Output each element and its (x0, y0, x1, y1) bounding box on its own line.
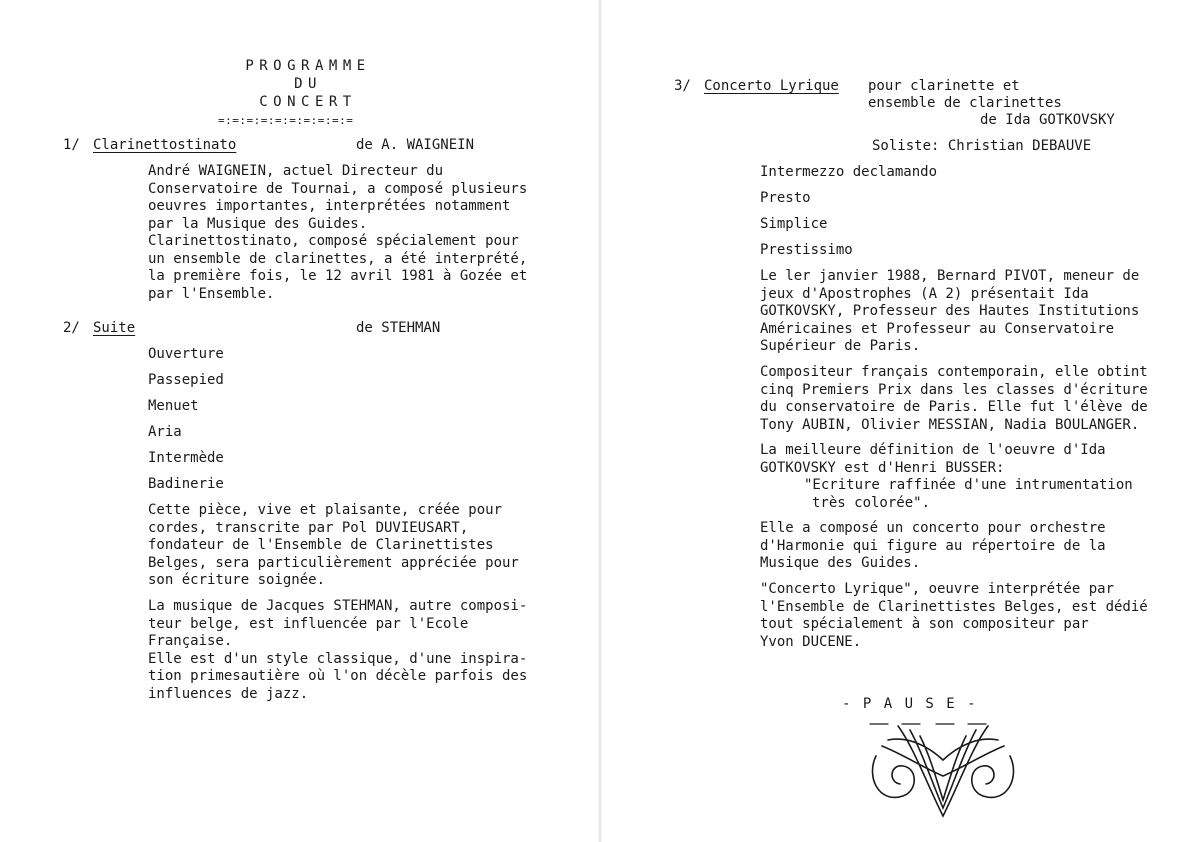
movement-item: Intermède (148, 450, 224, 466)
piece-1-desc-line: un ensemble de clarinettes, a été interprété, (148, 250, 528, 267)
para4-line: Musique des Guides. (760, 555, 921, 571)
piece-1-desc-line: André WAIGNEIN, actuel Directeur du (148, 163, 444, 179)
movement-item: Menuet (148, 398, 199, 414)
piece-2-desc-line: fondateur de l'Ensemble de Clarinettistes (148, 537, 494, 553)
movement-item: Presto (760, 190, 811, 206)
para2-line: Compositeur français contemporain, elle obtint (760, 364, 1148, 380)
para1-line: Le ler janvier 1988, Bernard PIVOT, meneur de (760, 268, 1140, 284)
piece-2-desc2-line: teur belge, est influencée par l'Ecole (148, 615, 469, 632)
piece-3-subtitle-line: pour clarinette et (868, 78, 1020, 94)
title-rule: =:=:=:=:=:=:=:=:=:= (218, 114, 354, 127)
piece-2-desc-line: son écriture soignée. (148, 572, 326, 588)
para1-line: jeux d'Apostrophes (A 2) présentait Ida (760, 285, 1089, 302)
piece-2-title: Suite (93, 320, 136, 336)
para5-line: "Concerto Lyrique", oeuvre interprétée par (760, 581, 1115, 597)
quote-line: très colorée". (812, 494, 931, 511)
para3-line: La meilleure définition de l'oeuvre d'Ida (760, 442, 1106, 458)
piece-2-desc2-line: Elle est d'un style classique, d'une inspira- (148, 650, 528, 667)
para4-line: d'Harmonie qui figure au répertoire de la (760, 537, 1106, 554)
para5-line: Yvon DUCENE. (760, 633, 862, 650)
piece-1-composer: de A. WAIGNEIN (356, 137, 475, 153)
piece-2-desc2-line: influences de jazz. (148, 685, 309, 702)
quote-line: "Ecriture raffinée d'une intrumentation (804, 477, 1133, 493)
piece-1-desc-line: par la Musique des Guides. (148, 215, 368, 232)
piece-1-desc-line: Clarinettostinato, composé spécialement pour (148, 233, 519, 249)
piece-2-desc-line: Belges, sera particulièrement appréciée pour (148, 554, 519, 571)
para5-line: tout spécialement à son compositeur par (760, 616, 1089, 632)
piece-3-subtitle-line: ensemble de clarinettes (868, 95, 1062, 111)
movement-item: Intermezzo declamando (760, 164, 938, 180)
piece-1-desc-line: la première fois, le 12 avril 1981 à Gozée et (148, 268, 528, 284)
movement-item: Passepied (148, 372, 224, 388)
para1-line: Supérieur de Paris. (760, 338, 921, 354)
para5-line: l'Ensemble de Clarinettistes Belges, est dédié (760, 598, 1148, 615)
calligraphic-flourish-icon (858, 716, 1028, 826)
piece-2-number: 2/ (63, 320, 80, 336)
movement-item: Simplice (760, 216, 828, 232)
movement-item: Ouverture (148, 346, 224, 362)
piece-3-title: Concerto Lyrique (704, 78, 839, 94)
piece-1-desc-line: Conservatoire de Tournai, a composé plusieurs (148, 180, 528, 197)
piece-3-number: 3/ (674, 78, 691, 94)
para2-line: Tony AUBIN, Olivier MESSIAN, Nadia BOULANGER. (760, 416, 1140, 433)
movement-item: Aria (148, 424, 182, 440)
para4-line: Elle a composé un concerto pour orchestre (760, 520, 1106, 536)
piece-2-desc-line: cordes, transcrite par Pol DUVIEUSART, (148, 519, 469, 536)
pause-label: - P A U S E - (842, 696, 978, 712)
movement-item: Badinerie (148, 476, 224, 492)
movement-item: Prestissimo (760, 242, 853, 258)
para1-line: GOTKOVSKY, Professeur des Hautes Institutions (760, 303, 1140, 319)
para3-line: GOTKOVSKY est d'Henri BUSSER: (760, 459, 1005, 476)
para1-line: Américaines et Professeur au Conservatoire (760, 320, 1115, 337)
piece-2-composer: de STEHMAN (356, 320, 441, 336)
piece-1-number: 1/ (63, 137, 80, 153)
para2-line: cinq Premiers Prix dans les classes d'écriture (760, 381, 1148, 398)
piece-1-desc-line: par l'Ensemble. (148, 285, 275, 302)
piece-1-desc-line: oeuvres importantes, interprétées notamment (148, 198, 511, 214)
piece-1-title: Clarinettostinato (93, 137, 237, 153)
soloist-line: Soliste: Christian DEBAUVE (872, 138, 1092, 154)
piece-2-desc2-line: Française. (148, 633, 233, 649)
piece-2-desc2-line: tion primesautière où l'on décèle parfois des (148, 668, 528, 684)
programme-title-line-3: CONCERT (259, 94, 357, 110)
piece-3-subtitle-line: de Ida GOTKOVSKY (980, 112, 1115, 128)
piece-2-desc2-line: La musique de Jacques STEHMAN, autre composi- (148, 598, 528, 614)
programme-title-line-2: DU (294, 76, 322, 92)
programme-title-line-1: PROGRAMME (245, 58, 371, 74)
piece-2-desc-line: Cette pièce, vive et plaisante, créée pour (148, 502, 503, 518)
para2-line: du conservatoire de Paris. Elle fut l'élève de (760, 399, 1148, 415)
right-page (600, 0, 1200, 842)
